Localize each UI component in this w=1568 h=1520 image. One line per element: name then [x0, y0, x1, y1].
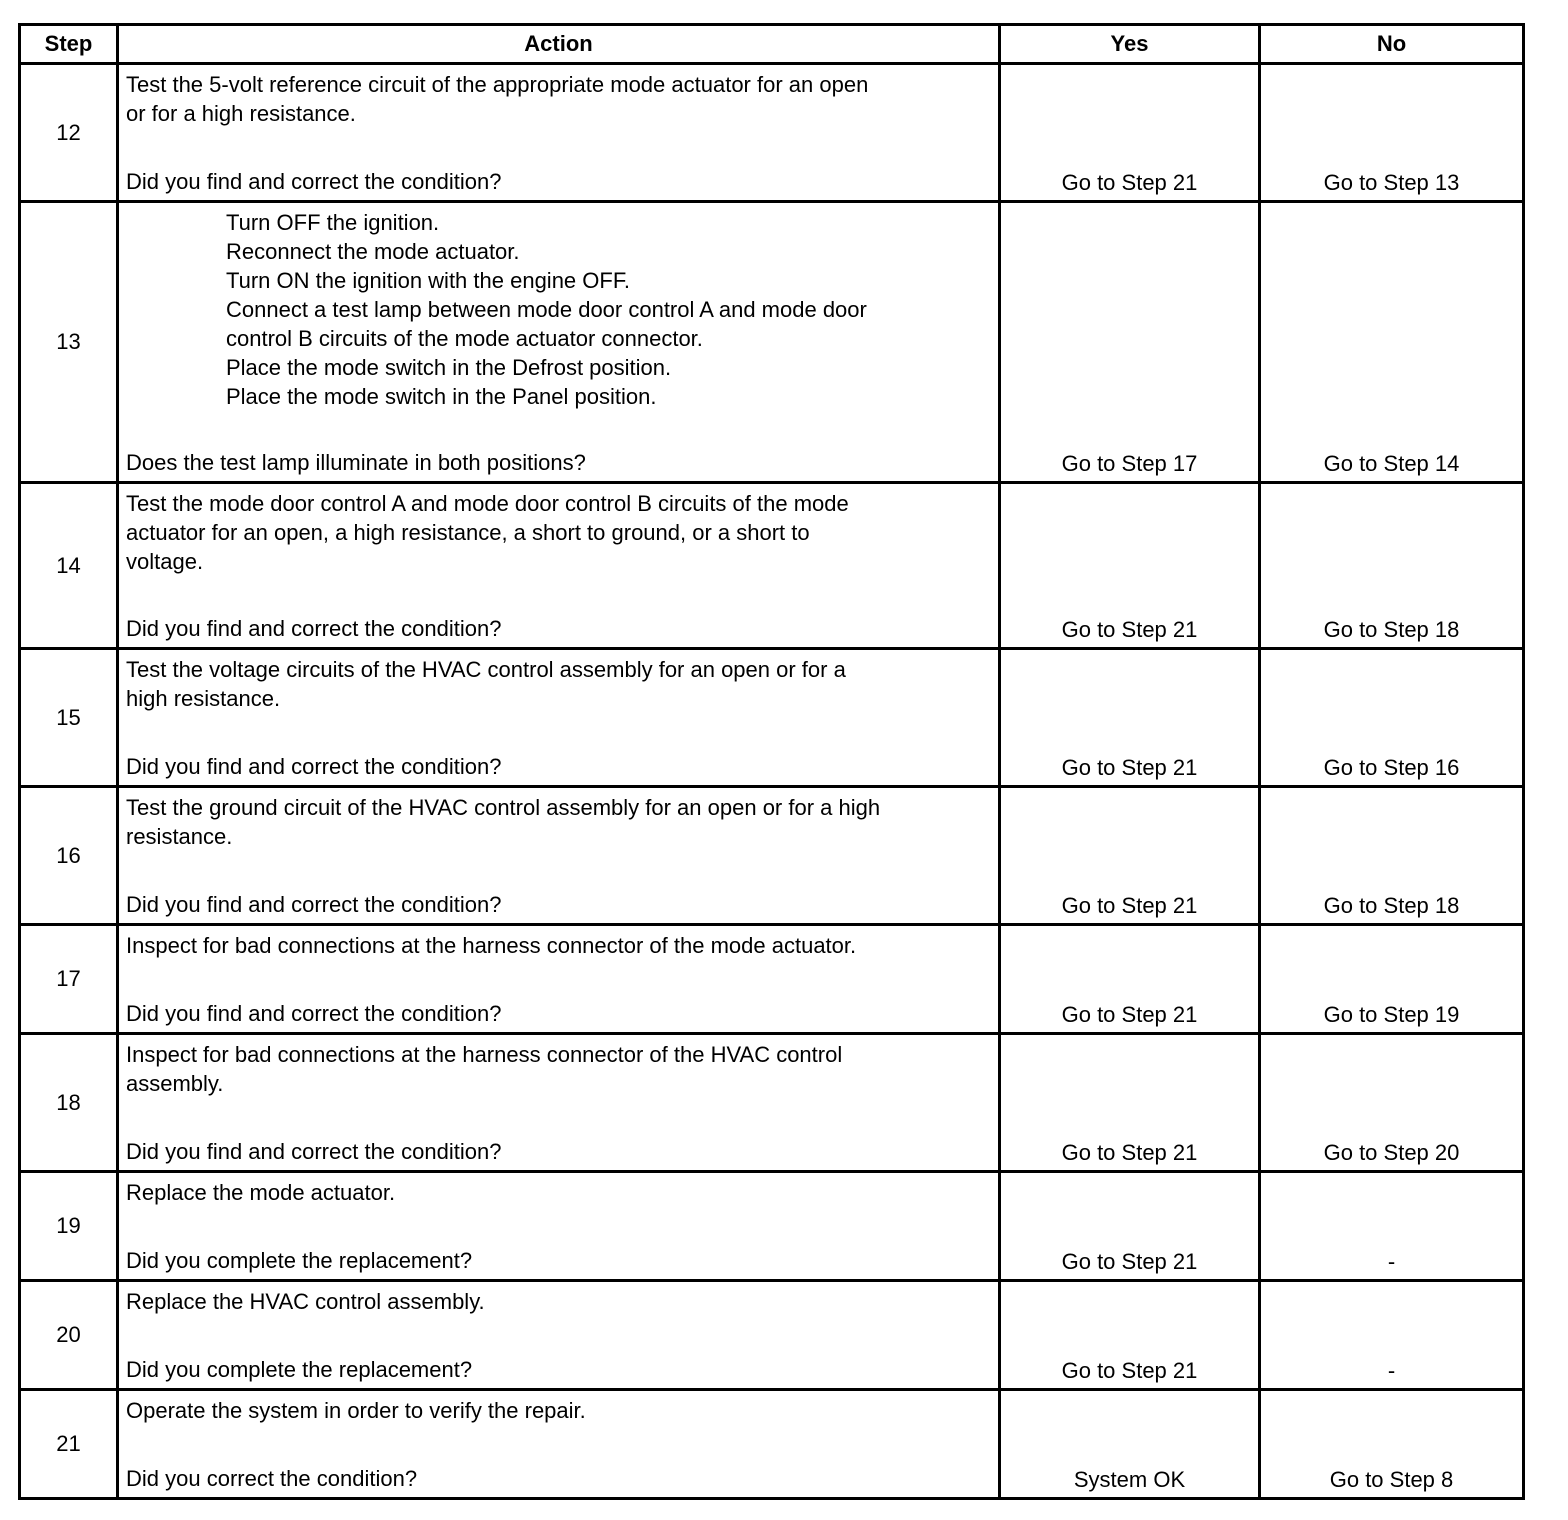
- yes-answer: System OK: [1000, 1390, 1260, 1499]
- no-answer: Go to Step 16: [1260, 649, 1524, 787]
- step-number: 13: [20, 202, 118, 483]
- action-line: Test the 5-volt reference circuit of the appropriate mode actuator for an open: [126, 72, 869, 97]
- action-text: [119, 65, 998, 128]
- yes-answer: Go to Step 21: [1000, 64, 1260, 202]
- action-text: [119, 926, 998, 960]
- header-action: Action: [118, 25, 1000, 64]
- question-text: Did you complete the replacement?: [126, 1248, 473, 1273]
- question-text: Did you find and correct the condition?: [126, 616, 502, 641]
- step-number: 19: [20, 1172, 118, 1281]
- action-text: [119, 1173, 998, 1207]
- diagnostic-table: [18, 23, 1525, 1500]
- action-line: Place the mode switch in the Defrost position.: [226, 355, 672, 380]
- no-answer: -: [1260, 1172, 1524, 1281]
- action-line: control B circuits of the mode actuator connector.: [226, 326, 703, 351]
- action-line: Turn OFF the ignition.: [226, 210, 440, 235]
- step-number: 12: [20, 64, 118, 202]
- step-number: 18: [20, 1034, 118, 1172]
- action-text: [119, 1282, 998, 1316]
- table-row: [20, 1172, 1524, 1281]
- no-answer: Go to Step 14: [1260, 202, 1524, 483]
- table-row: [20, 483, 1524, 649]
- action-cell: [118, 1390, 1000, 1499]
- action-line: actuator for an open, a high resistance, a short to ground, or a short to: [126, 520, 810, 545]
- action-line: Test the ground circuit of the HVAC control assembly for an open or for a high: [126, 795, 881, 820]
- table-row: [20, 1034, 1524, 1172]
- step-number: 17: [20, 925, 118, 1034]
- yes-answer: Go to Step 21: [1000, 649, 1260, 787]
- action-text: [119, 203, 998, 411]
- action-cell: [118, 925, 1000, 1034]
- yes-answer: Go to Step 21: [1000, 483, 1260, 649]
- header-no: No: [1260, 25, 1524, 64]
- table-row: [20, 787, 1524, 925]
- question-text: Did you correct the condition?: [126, 1466, 418, 1491]
- no-answer: Go to Step 20: [1260, 1034, 1524, 1172]
- table-row: [20, 1390, 1524, 1499]
- action-cell: [118, 1281, 1000, 1390]
- header-row: [20, 25, 1524, 64]
- action-line: Test the voltage circuits of the HVAC control assembly for an open or for a: [126, 657, 846, 682]
- action-line: voltage.: [126, 549, 204, 574]
- header-yes: Yes: [1000, 25, 1260, 64]
- yes-answer: Go to Step 21: [1000, 925, 1260, 1034]
- action-cell: [118, 202, 1000, 483]
- action-line: Reconnect the mode actuator.: [226, 239, 520, 264]
- table-row: [20, 649, 1524, 787]
- action-text: [119, 788, 998, 851]
- action-cell: [118, 1034, 1000, 1172]
- step-number: 16: [20, 787, 118, 925]
- question-text: Did you find and correct the condition?: [126, 169, 502, 194]
- table-row: [20, 202, 1524, 483]
- yes-answer: Go to Step 21: [1000, 1034, 1260, 1172]
- action-cell: [118, 787, 1000, 925]
- action-line: Replace the mode actuator.: [126, 1180, 396, 1205]
- action-line: resistance.: [126, 824, 233, 849]
- action-text: [119, 1391, 998, 1425]
- no-answer: Go to Step 18: [1260, 787, 1524, 925]
- yes-answer: Go to Step 17: [1000, 202, 1260, 483]
- step-number: 14: [20, 483, 118, 649]
- header-step: Step: [20, 25, 118, 64]
- step-number: 21: [20, 1390, 118, 1499]
- question-text: Does the test lamp illuminate in both positions?: [126, 450, 586, 475]
- question-text: Did you find and correct the condition?: [126, 1139, 502, 1164]
- action-line: Turn ON the ignition with the engine OFF.: [226, 268, 630, 293]
- yes-answer: Go to Step 21: [1000, 787, 1260, 925]
- action-line: Test the mode door control A and mode door control B circuits of the mode: [126, 491, 849, 516]
- action-cell: [118, 649, 1000, 787]
- action-line: Operate the system in order to verify the repair.: [126, 1398, 586, 1423]
- question-text: Did you find and correct the condition?: [126, 1001, 502, 1026]
- no-answer: Go to Step 19: [1260, 925, 1524, 1034]
- no-answer: Go to Step 8: [1260, 1390, 1524, 1499]
- action-line: Connect a test lamp between mode door control A and mode door: [226, 297, 867, 322]
- question-text: Did you complete the replacement?: [126, 1357, 473, 1382]
- action-cell: [118, 483, 1000, 649]
- action-text: [119, 1035, 998, 1098]
- action-cell: [118, 1172, 1000, 1281]
- table-row: [20, 1281, 1524, 1390]
- no-answer: Go to Step 13: [1260, 64, 1524, 202]
- yes-answer: Go to Step 21: [1000, 1281, 1260, 1390]
- action-line: high resistance.: [126, 686, 281, 711]
- action-line: or for a high resistance.: [126, 101, 356, 126]
- no-answer: -: [1260, 1281, 1524, 1390]
- action-line: Place the mode switch in the Panel position.: [226, 384, 657, 409]
- action-line: Inspect for bad connections at the harness connector of the HVAC control: [126, 1042, 843, 1067]
- action-line: assembly.: [126, 1071, 224, 1096]
- action-line: Replace the HVAC control assembly.: [126, 1289, 485, 1314]
- question-text: Did you find and correct the condition?: [126, 892, 502, 917]
- action-cell: [118, 64, 1000, 202]
- step-number: 20: [20, 1281, 118, 1390]
- yes-answer: Go to Step 21: [1000, 1172, 1260, 1281]
- table-row: [20, 64, 1524, 202]
- question-text: Did you find and correct the condition?: [126, 754, 502, 779]
- action-line: Inspect for bad connections at the harness connector of the mode actuator.: [126, 933, 857, 958]
- action-text: [119, 484, 998, 576]
- action-text: [119, 650, 998, 713]
- no-answer: Go to Step 18: [1260, 483, 1524, 649]
- table-row: [20, 925, 1524, 1034]
- step-number: 15: [20, 649, 118, 787]
